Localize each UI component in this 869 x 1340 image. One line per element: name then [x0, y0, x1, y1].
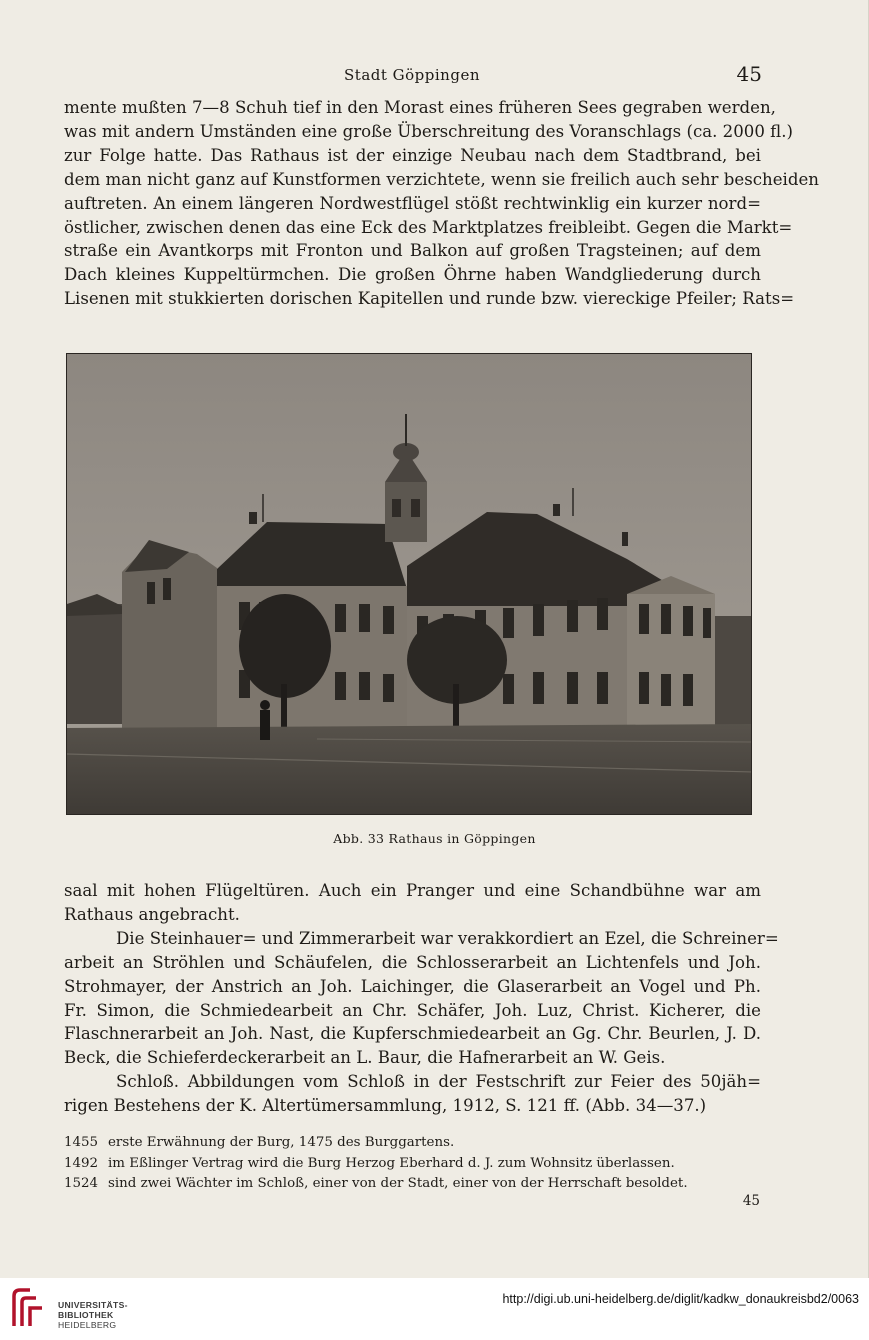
- page-number-bottom: 45: [742, 1193, 760, 1209]
- text-line: östlicher, zwischen denen das eine Eck des Marktplatzes freibleibt. Gegen die Markt=: [64, 217, 793, 237]
- library-logo-icon: [10, 1286, 46, 1330]
- text-line: was mit andern Umständen eine große Überschreitung des Voranschlags (ca. 2000 fl.): [64, 121, 793, 141]
- rathaus-photograph: [67, 354, 752, 815]
- figure-caption: Abb. 33 Rathaus in Göppingen: [333, 831, 536, 846]
- paragraph-continued: [64, 879, 779, 1118]
- page-number-top: 45: [736, 62, 762, 86]
- text-line: Fr. Simon, die Schmiedearbeit an Chr. Schäfer, Joh. Luz, Christ. Kicherer, die: [64, 1000, 761, 1020]
- chronology-entry: [64, 1174, 761, 1195]
- text-line: Beck, die Schieferdeckerarbeit an L. Baur, die Hafnerarbeit an W. Geis.: [64, 1048, 666, 1068]
- library-logo[interactable]: [10, 1286, 150, 1330]
- text-line: Strohmayer, der Anstrich an Joh. Laichinger, die Glaserarbeit an Vogel und Ph.: [64, 976, 761, 996]
- viewer-footer: [0, 1278, 869, 1340]
- text-line: Rathaus angebracht.: [64, 904, 240, 924]
- running-title: Stadt Göppingen: [344, 66, 480, 84]
- text-line: Dach kleines Kuppeltürmchen. Die großen Öhrne haben Wandgliederung durch: [64, 265, 761, 285]
- logo-line: HEIDELBERG: [58, 1320, 117, 1330]
- text-line: zur Folge hatte. Das Rathaus ist der einzige Neubau nach dem Stadtbrand, bei: [64, 145, 761, 165]
- chronology-entry: [64, 1133, 761, 1154]
- text-line: Die Steinhauer= und Zimmerarbeit war verakkordiert an Ezel, die Schreiner=: [116, 928, 779, 948]
- chronology-text: erste Erwähnung der Burg, 1475 des Burggartens.: [108, 1135, 455, 1150]
- chronology-year: 1492: [64, 1155, 99, 1171]
- text-line: Lisenen mit stukkierten dorischen Kapitellen und runde bzw. viereckige Pfeiler; Rats=: [64, 289, 795, 309]
- text-line: Schloß. Abbildungen vom Schloß in der Festschrift zur Feier des 50jäh=: [116, 1072, 761, 1092]
- chronology-text: sind zwei Wächter im Schloß, einer von der Stadt, einer von der Herrschaft besoldet.: [108, 1176, 688, 1191]
- chronology-year: 1455: [64, 1135, 99, 1150]
- text-line: mente mußten 7—8 Schuh tief in den Morast eines früheren Sees gegraben werden,: [64, 98, 776, 117]
- chronology-text: im Eßlinger Vertrag wird die Burg Herzog Eberhard d. J. zum Wohnsitz überlassen.: [108, 1155, 675, 1171]
- chronology-notes: [64, 1133, 761, 1195]
- text-line: arbeit an Ströhlen und Schäufelen, die Schlosserarbeit an Lichtenfels und Joh.: [64, 952, 761, 972]
- text-line: rigen Bestehens der K. Altertümersammlung, 1912, S. 121 ff. (Abb. 34—37.): [64, 1096, 707, 1116]
- text-line: Flaschnerarbeit an Joh. Nast, die Kupferschmiedearbeit an Gg. Chr. Beurlen, J. D.: [64, 1024, 761, 1044]
- running-head: [62, 62, 762, 88]
- text-line: dem man nicht ganz auf Kunstformen verzichtete, wenn sie freilich auch sehr bescheiden: [64, 169, 819, 189]
- chronology-entry: [64, 1154, 761, 1175]
- logo-line: UNIVERSITÄTS-: [58, 1300, 128, 1310]
- logo-line: BIBLIOTHEK: [58, 1310, 114, 1320]
- text-line: saal mit hohen Flügeltüren. Auch ein Pranger und eine Schandbühne war am: [64, 881, 761, 900]
- chronology-year: 1524: [64, 1176, 99, 1191]
- text-line: straße ein Avantkorps mit Fronton und Balkon auf großen Tragsteinen; auf dem: [64, 241, 761, 261]
- library-logo-text: [58, 1300, 128, 1330]
- permalink-url[interactable]: http://digi.ub.uni-heidelberg.de/diglit/kadkw_donaukreisbd2/0063: [502, 1292, 859, 1306]
- photo-rathaus: [66, 353, 752, 815]
- paragraph-rathaus: [64, 96, 819, 311]
- text-line: auftreten. An einem längeren Nordwestflügel stößt rechtwinklig ein kurzer nord=: [64, 193, 761, 213]
